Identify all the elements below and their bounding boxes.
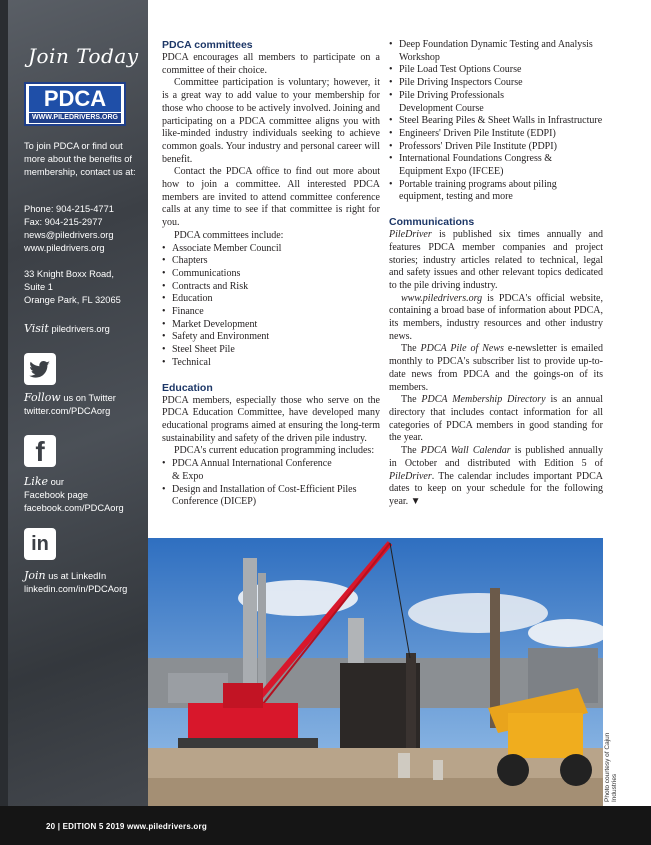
website-link[interactable]: www.piledrivers.org xyxy=(24,243,105,253)
construction-photo xyxy=(148,538,603,806)
linkedin-text: us at LinkedIn xyxy=(45,571,107,581)
comm-p3: The PDCA Pile of News e-newsletter is emailed monthly to PDCA's subscriber list to provide up-to-date news from PDCA and the goings-on of its members. xyxy=(389,343,603,393)
twitter-line[interactable] xyxy=(24,391,142,418)
list-item: • Contracts and Risk xyxy=(172,281,380,294)
communications-heading: Communications xyxy=(389,216,475,229)
facebook-url: facebook.com/PDCAorg xyxy=(24,503,124,513)
pdca-logo[interactable] xyxy=(24,82,126,126)
linkedin-line[interactable] xyxy=(24,569,142,596)
sidebar-edge xyxy=(0,0,8,806)
list-item: • Communications xyxy=(172,268,380,281)
list-item: • Pile Driving Inspectors Course xyxy=(399,77,603,90)
committees-list-intro: PDCA committees include: xyxy=(174,229,284,241)
address-block xyxy=(24,268,142,307)
list-item: • Design and Installation of Cost-Efficient Piles Conference (DICEP) xyxy=(172,484,380,509)
join-word: Join xyxy=(24,569,46,582)
twitter-text: us on Twitter xyxy=(60,393,116,403)
education-heading: Education xyxy=(162,381,213,394)
list-item: • Safety and Environment xyxy=(172,331,380,344)
education-p1: PDCA members, especially those who serve on the PDCA Education Committee, have developed many educational programs aimed at ensuring the long-term sustainability and safety of the driven pile industry. xyxy=(162,394,380,444)
address-line2: Suite 1 xyxy=(24,282,53,292)
linkedin-url: linkedin.com/in/PDCAorg xyxy=(24,584,128,594)
list-item: • Engineers' Driven Pile Institute (EDPI) xyxy=(399,128,603,141)
education-list-intro: PDCA's current education programming includes: xyxy=(174,445,375,457)
sidebar-intro: To join PDCA or find out more about the benefits of membership, contact us at: xyxy=(24,141,136,177)
linkedin-icon[interactable]: in xyxy=(24,528,56,560)
list-item: • Steel Sheet Pile xyxy=(172,344,380,357)
left-column xyxy=(162,39,380,509)
address-line1: 33 Knight Boxx Road, xyxy=(24,269,114,279)
like-word: Like xyxy=(24,475,48,488)
twitter-icon[interactable] xyxy=(24,353,56,385)
list-item: • Portable training programs about piling equipment, testing and more xyxy=(399,179,603,204)
right-column xyxy=(389,39,603,509)
comm-p5: The PDCA Wall Calendar is published annually in October and distributed with Edition 5 of PileDriver. The calendar includes important PDCA dates to keep on your schedule for the following year. ▼ xyxy=(389,445,603,507)
committees-p1: PDCA encourages all members to participate on a committee of their choice. xyxy=(162,52,380,76)
education-list xyxy=(162,458,380,509)
page-footer xyxy=(0,806,651,845)
visit-line[interactable] xyxy=(24,322,142,336)
construction-scene xyxy=(148,538,603,806)
logo-url: WWW.PILEDRIVERS.ORG xyxy=(29,113,121,123)
list-item: • Market Development xyxy=(172,319,380,332)
list-item: • Steel Bearing Piles & Sheet Walls in Infrastructure xyxy=(399,115,603,128)
list-item: • PDCA Annual International Conference & Expo xyxy=(172,458,380,483)
fax: Fax: 904-215-2977 xyxy=(24,217,103,227)
facebook-text2: Facebook page xyxy=(24,490,89,500)
follow-word: Follow xyxy=(24,391,61,404)
committees-heading: PDCA committees xyxy=(162,39,253,51)
comm-p4: The PDCA Membership Directory is an annual directory that includes contact information for all categories of PDCA members in good standing for the year. xyxy=(389,394,603,444)
facebook-icon[interactable]: f xyxy=(24,435,56,467)
education-list-cont xyxy=(389,39,603,204)
visit-word: Visit xyxy=(24,322,49,335)
list-item: • Pile Driving Professionals Development Course xyxy=(399,90,603,115)
join-today-title: Join Today xyxy=(28,44,139,68)
comm-p2: www.piledrivers.org is PDCA's official website, containing a broad base of information about PDCA, its members, industry resources and other industry news. xyxy=(389,292,603,342)
list-item: • Finance xyxy=(172,306,380,319)
facebook-line[interactable] xyxy=(24,475,142,515)
twitter-url: twitter.com/PDCAorg xyxy=(24,406,111,416)
list-item: • International Foundations Congress & Equipment Expo (IFCEE) xyxy=(399,153,603,178)
photo-credit: Photo courtesy of Cajun Industries xyxy=(604,732,618,802)
list-item: • Chapters xyxy=(172,255,380,268)
sidebar xyxy=(0,0,148,806)
list-item: • Deep Foundation Dynamic Testing and Analysis Workshop xyxy=(399,39,603,64)
address-line3: Orange Park, FL 32065 xyxy=(24,295,121,305)
committees-p3: Contact the PDCA office to find out more about how to join a committee. All interested PDCA members are invited to attend committee conference calls at any time to see if that committee is right for you. xyxy=(162,166,380,229)
phone: Phone: 904-215-4771 xyxy=(24,204,114,214)
facebook-text: our xyxy=(48,477,65,487)
contact-block xyxy=(24,203,142,255)
list-item: • Professors' Driven Pile Institute (PDPI) xyxy=(399,141,603,154)
logo-word: PDCA xyxy=(29,86,121,112)
comm-p1: PileDriver is published six times annually and features PDCA member companies and project stories; industry articles related to technical, legal and safety issues and other relevant topics dedicated to the pile driving industry. xyxy=(389,229,603,291)
email-link[interactable]: news@piledrivers.org xyxy=(24,230,114,240)
list-item: • Associate Member Council xyxy=(172,243,380,256)
visit-url: piledrivers.org xyxy=(51,324,110,334)
list-item: • Pile Load Test Options Course xyxy=(399,64,603,77)
footer-text: 20 | EDITION 5 2019 www.piledrivers.org xyxy=(46,822,207,831)
list-item: • Technical xyxy=(172,357,380,370)
committees-p2: Committee participation is voluntary; however, it is a great way to add value to your membership for those who choose to be actively involved. Joining and participating on a PDCA committee aligns you with like-minded industry individuals seeking to achieve common goals. Your industry and personal career will benefit. xyxy=(162,77,380,165)
list-item: • Education xyxy=(172,293,380,306)
committees-list xyxy=(162,243,380,370)
